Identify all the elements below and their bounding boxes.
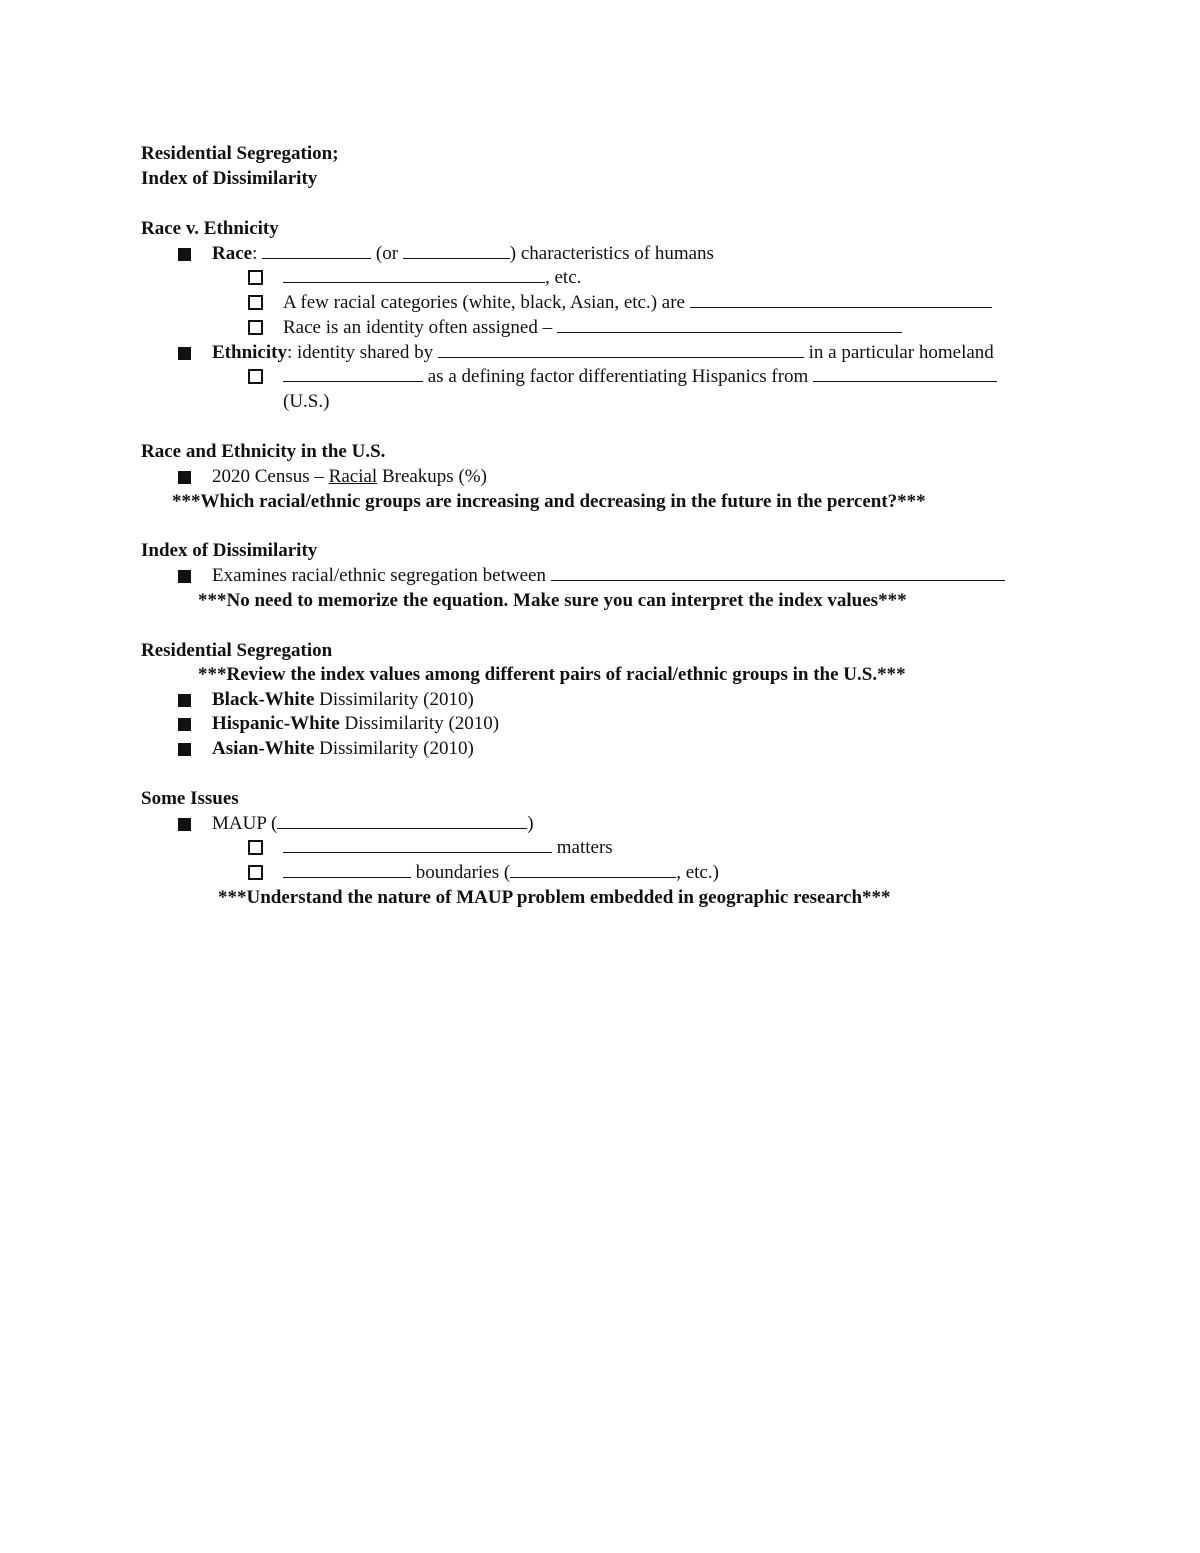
square-bullet-icon — [178, 694, 191, 707]
title-line-2: Index of Dissimilarity — [141, 168, 318, 189]
sub-bullet-matters: matters — [283, 836, 613, 860]
title-line-1: Residential Segregation; — [141, 143, 339, 164]
checkbox-bullet-icon — [248, 369, 263, 384]
note-review-values: ***Review the index values among different pairs of racial/ethnic groups in the U.S.*** — [198, 664, 906, 685]
fill-in-blank — [283, 267, 545, 283]
section-heading-race-ethnicity-us: Race and Ethnicity in the U.S. — [141, 441, 386, 462]
square-bullet-icon — [178, 718, 191, 731]
fill-in-blank — [283, 837, 552, 853]
square-bullet-icon — [178, 743, 191, 756]
bullet-ethnicity: Ethnicity: identity shared by in a particular homeland — [212, 342, 994, 363]
term-ethnicity: Ethnicity — [212, 342, 287, 363]
term-race: Race — [212, 243, 253, 264]
note-equation: ***No need to memorize the equation. Make sure you can interpret the index values*** — [198, 590, 907, 611]
fill-in-blank — [283, 862, 411, 878]
bullet-census: 2020 Census – Racial Breakups (%) — [212, 466, 487, 487]
bullet-race: Race: (or ) characteristics of humans — [212, 243, 714, 264]
bullet-maup: MAUP ( ) — [212, 813, 534, 834]
fill-in-blank — [813, 366, 997, 382]
sub-bullet-racial-categories: A few racial categories (white, black, Asian, etc.) are — [283, 291, 992, 315]
checkbox-bullet-icon — [248, 840, 263, 855]
fill-in-blank — [510, 862, 676, 878]
section-heading-residential: Residential Segregation — [141, 640, 333, 661]
note-maup-problem: ***Understand the nature of MAUP problem embedded in geographic research*** — [218, 887, 891, 908]
checkbox-bullet-icon — [248, 295, 263, 310]
square-bullet-icon — [178, 570, 191, 583]
fill-in-blank — [277, 813, 527, 829]
section-heading-race-ethnicity: Race v. Ethnicity — [141, 218, 279, 239]
fill-in-blank — [403, 243, 510, 259]
section-heading-index: Index of Dissimilarity — [141, 540, 318, 561]
checkbox-bullet-icon — [248, 865, 263, 880]
checkbox-bullet-icon — [248, 320, 263, 335]
bullet-asian-white: Asian-White Dissimilarity (2010) — [212, 738, 474, 759]
checkbox-bullet-icon — [248, 270, 263, 285]
bullet-black-white: Black-White Dissimilarity (2010) — [212, 689, 474, 710]
note-increasing-decreasing: ***Which racial/ethnic groups are increasing and decreasing in the future in the percent?*** — [172, 491, 926, 512]
square-bullet-icon — [178, 471, 191, 484]
sub-bullet-boundaries: boundaries ( , etc.) — [283, 861, 719, 885]
sub-bullet-etc: , etc. — [283, 266, 581, 290]
sub-bullet-identity-assigned: Race is an identity often assigned – — [283, 316, 902, 340]
fill-in-blank — [690, 292, 992, 308]
sub-bullet-hispanics: as a defining factor differentiating Hispanics from — [283, 365, 997, 389]
square-bullet-icon — [178, 347, 191, 360]
sub-bullet-hispanics-cont: (U.S.) — [283, 391, 330, 412]
fill-in-blank — [283, 366, 423, 382]
fill-in-blank — [551, 565, 1005, 581]
bullet-hispanic-white: Hispanic-White Dissimilarity (2010) — [212, 713, 500, 734]
bullet-examines: Examines racial/ethnic segregation between — [212, 564, 1005, 588]
section-heading-issues: Some Issues — [141, 788, 239, 809]
square-bullet-icon — [178, 248, 191, 261]
fill-in-blank — [557, 317, 902, 333]
square-bullet-icon — [178, 818, 191, 831]
fill-in-blank — [438, 342, 804, 358]
fill-in-blank — [262, 243, 371, 259]
